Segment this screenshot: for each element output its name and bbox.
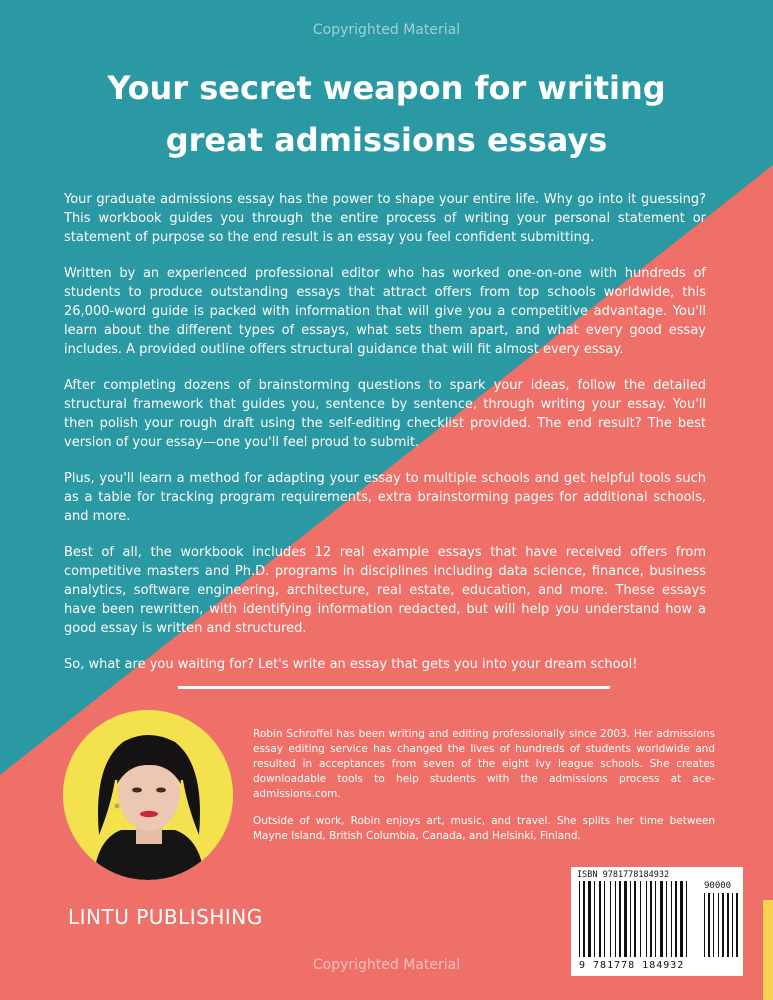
barcode-bar <box>666 881 667 957</box>
barcode-addon-bar <box>704 893 705 957</box>
barcode-bar <box>588 881 591 957</box>
barcode-bar <box>579 881 580 957</box>
barcode-bar <box>634 881 636 957</box>
barcode-bar <box>583 881 585 957</box>
barcode-addon-bar <box>713 893 714 957</box>
publisher-name: LINTU PUBLISHING <box>68 905 263 929</box>
barcode-bar <box>671 881 672 957</box>
barcode-addon-bar <box>732 893 733 957</box>
barcode-bar <box>675 881 677 957</box>
barcode-bar <box>646 881 647 957</box>
isbn-label: ISBN 9781778184932 <box>577 870 670 880</box>
barcode-bar <box>624 881 627 957</box>
barcode-bar <box>680 881 683 957</box>
author-portrait-illustration <box>63 710 233 880</box>
barcode-digits: 9 781778 184932 <box>579 960 685 971</box>
description-paragraph-2: Written by an experienced professional editor who has worked one-on-one with hundreds of students to produce outstanding essays that attract offers from top schools worldwide, this 26,000-word guide is packed with information that will give you a competitive advantage. You'll learn about the different types of essays, what sets them apart, and what every good essay includes. A provided outline offers structural guidance that will fit almost every essay. <box>64 266 706 357</box>
copyright-watermark-top: Copyrighted Material <box>312 22 461 38</box>
description-paragraph-5: Best of all, the workbook includes 12 real example essays that have received offers from competitive masters and Ph.D. programs in disciplines including data science, finance, business analytics, software engineering, architecture, real estate, education, and more. These essays have been rewritten, with identifying information redacted, but will help you understand how a good essay is written and structured. <box>64 545 706 636</box>
author-bio-paragraph-1: Robin Schroffel has been writing and editing professionally since 2003. Her admissions essay editing service has changed the lives of hundreds of students worldwide and resulted in acceptances from seven of the eight Ivy league schools. She creates downloadable tools to help students with the admissions process at ace-admissions.com. <box>253 728 715 800</box>
description-paragraph-4: Plus, you'll learn a method for adapting your essay to multiple schools and get helpful tools such as a table for tracking program requirements, extra brainstorming pages for additional schools, and more. <box>64 471 706 524</box>
section-divider <box>178 686 610 689</box>
barcode-bar <box>686 881 687 957</box>
author-bio <box>253 727 715 856</box>
barcode-bar <box>650 881 652 957</box>
barcode-bar <box>655 881 656 957</box>
barcode-addon-bar <box>708 893 710 957</box>
author-bio-paragraph-2: Outside of work, Robin enjoys art, music, and travel. She splits her time between Mayne Island, British Columbia, Canada, and Helsinki, Finland. <box>253 815 715 842</box>
barcode-addon-bar <box>722 893 724 957</box>
description-paragraph-6: So, what are you waiting for? Let's write an essay that gets you into your dream school! <box>64 657 638 672</box>
corner-accent-strip <box>763 900 773 1000</box>
headline <box>40 62 733 166</box>
barcode-bar <box>599 881 601 957</box>
barcode-bar <box>604 881 605 957</box>
headline-line-2: great admissions essays <box>165 121 608 159</box>
headline-line-1: Your secret weapon for writing <box>107 69 666 107</box>
description-body <box>64 190 706 691</box>
barcode-bar <box>619 881 621 957</box>
barcode-bar <box>660 881 663 957</box>
description-paragraph-3: After completing dozens of brainstorming questions to spark your ideas, follow the detailed structural framework that guides you, sentence by sentence, through writing your essay. You'll then polish your rough draft using the self-editing checklist provided. The end result? The best version of your essay—one you'll feel proud to submit. <box>64 378 706 450</box>
barcode-bar <box>615 881 616 957</box>
barcode-bar <box>610 881 611 957</box>
barcode-bar <box>630 881 631 957</box>
price-code: 90000 <box>704 881 732 891</box>
author-photo <box>63 710 233 880</box>
description-paragraph-1: Your graduate admissions essay has the power to shape your entire life. Why go into it guessing? This workbook guides you through the entire process of writing your personal statement or statement of purpose so the end result is an essay you feel confident submitting. <box>64 192 706 245</box>
barcode-bar <box>640 881 641 957</box>
barcode-addon-bar <box>736 893 738 957</box>
copyright-watermark-bottom: Copyrighted Material <box>312 957 461 973</box>
barcode-addon-bar <box>718 893 719 957</box>
barcode-bar <box>594 881 595 957</box>
barcode-addon-bar <box>727 893 729 957</box>
